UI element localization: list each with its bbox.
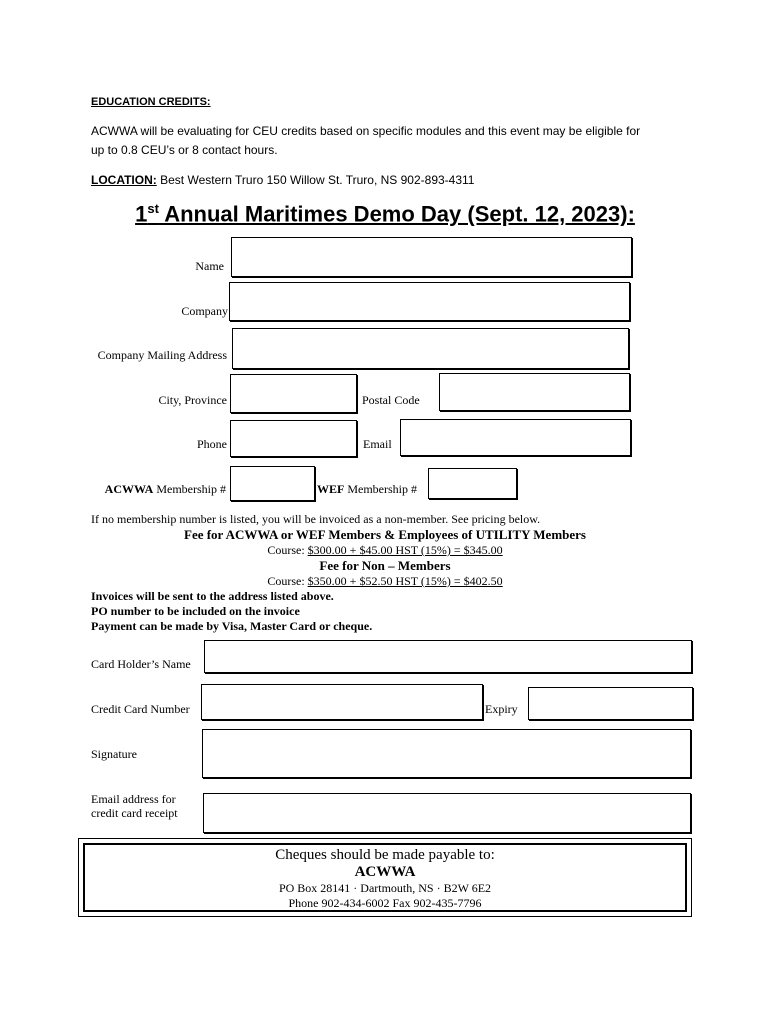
member-fee-amount: $300.00 + $45.00 HST (15%) = $345.00	[307, 543, 503, 557]
acwwa-membership-text: Membership #	[153, 482, 226, 496]
signature-label: Signature	[91, 747, 137, 761]
po-note: PO number to be included on the invoice	[91, 604, 300, 618]
invoice-note: Invoices will be sent to the address listed above.	[91, 589, 334, 603]
non-member-fee-line	[0, 574, 770, 589]
acwwa-membership-label	[105, 482, 226, 497]
mailing-address-field[interactable]	[232, 328, 629, 369]
member-fee-heading: Fee for ACWWA or WEF Members & Employees of UTILITY Members	[184, 527, 586, 542]
member-fee-prefix: Course:	[267, 543, 308, 557]
email-field[interactable]	[400, 419, 631, 456]
phone-field[interactable]	[230, 420, 357, 457]
cheque-payee: ACWWA	[354, 864, 416, 880]
postal-code-field[interactable]	[439, 373, 630, 411]
non-member-fee-prefix: Course:	[267, 574, 308, 588]
member-fee-line	[0, 543, 770, 558]
receipt-email-label-line2: credit card receipt	[91, 806, 178, 820]
cardholder-name-field[interactable]	[204, 640, 692, 673]
cheque-info-box	[78, 838, 692, 917]
acwwa-membership-bold: ACWWA	[104, 482, 154, 496]
signature-field[interactable]	[202, 729, 691, 778]
title-text: Annual Maritimes Demo Day (Sept. 12, 2023):	[158, 201, 635, 227]
cheque-payable-text: Cheques should be made payable to:	[275, 847, 495, 863]
card-number-field[interactable]	[201, 684, 483, 720]
membership-note: If no membership number is listed, you will be invoiced as a non-member. See pricing below.	[91, 512, 541, 526]
wef-membership-field[interactable]	[428, 468, 517, 499]
receipt-email-label-line1: Email address for	[91, 792, 176, 806]
expiry-label: Expiry	[485, 702, 518, 716]
receipt-email-field[interactable]	[203, 793, 691, 833]
page-title	[0, 201, 770, 227]
location-label: LOCATION:	[91, 173, 157, 187]
cheque-phone: Phone 902-434-6002 Fax 902-435-7796	[288, 896, 482, 910]
wef-membership-text: Membership #	[344, 482, 417, 496]
city-province-field[interactable]	[230, 374, 357, 413]
non-member-fee-heading: Fee for Non – Members	[319, 558, 451, 573]
postal-code-label: Postal Code	[362, 393, 420, 407]
title-number: 1	[135, 201, 148, 227]
wef-membership-label	[317, 482, 417, 497]
cardholder-name-label: Card Holder’s Name	[91, 657, 191, 671]
company-label: Company	[181, 304, 228, 318]
expiry-field[interactable]	[528, 687, 693, 720]
phone-label: Phone	[197, 437, 227, 451]
education-text-line2: up to 0.8 CEU’s or 8 contact hours.	[91, 143, 278, 157]
city-province-label: City, Province	[158, 393, 227, 407]
location-text: Best Western Truro 150 Willow St. Truro, NS 902-893-4311	[160, 173, 475, 187]
non-member-fee-amount: $350.00 + $52.50 HST (15%) = $402.50	[307, 574, 503, 588]
name-field[interactable]	[231, 237, 632, 277]
education-text-line1: ACWWA will be evaluating for CEU credits based on specific modules and this event may be eligible for	[91, 124, 641, 138]
payment-methods-note: Payment can be made by Visa, Master Card or cheque.	[91, 619, 373, 633]
mailing-address-label: Company Mailing Address	[97, 348, 227, 362]
card-number-label: Credit Card Number	[91, 702, 190, 716]
title-suffix: st	[147, 201, 159, 216]
location-line	[91, 173, 474, 187]
company-field[interactable]	[229, 282, 630, 321]
acwwa-membership-field[interactable]	[230, 466, 315, 501]
wef-membership-bold: WEF	[317, 482, 345, 496]
name-label: Name	[195, 259, 224, 273]
education-heading: EDUCATION CREDITS:	[91, 96, 211, 108]
cheque-address: PO Box 28141 · Dartmouth, NS · B2W 6E2	[278, 881, 492, 895]
email-label: Email	[363, 437, 392, 451]
